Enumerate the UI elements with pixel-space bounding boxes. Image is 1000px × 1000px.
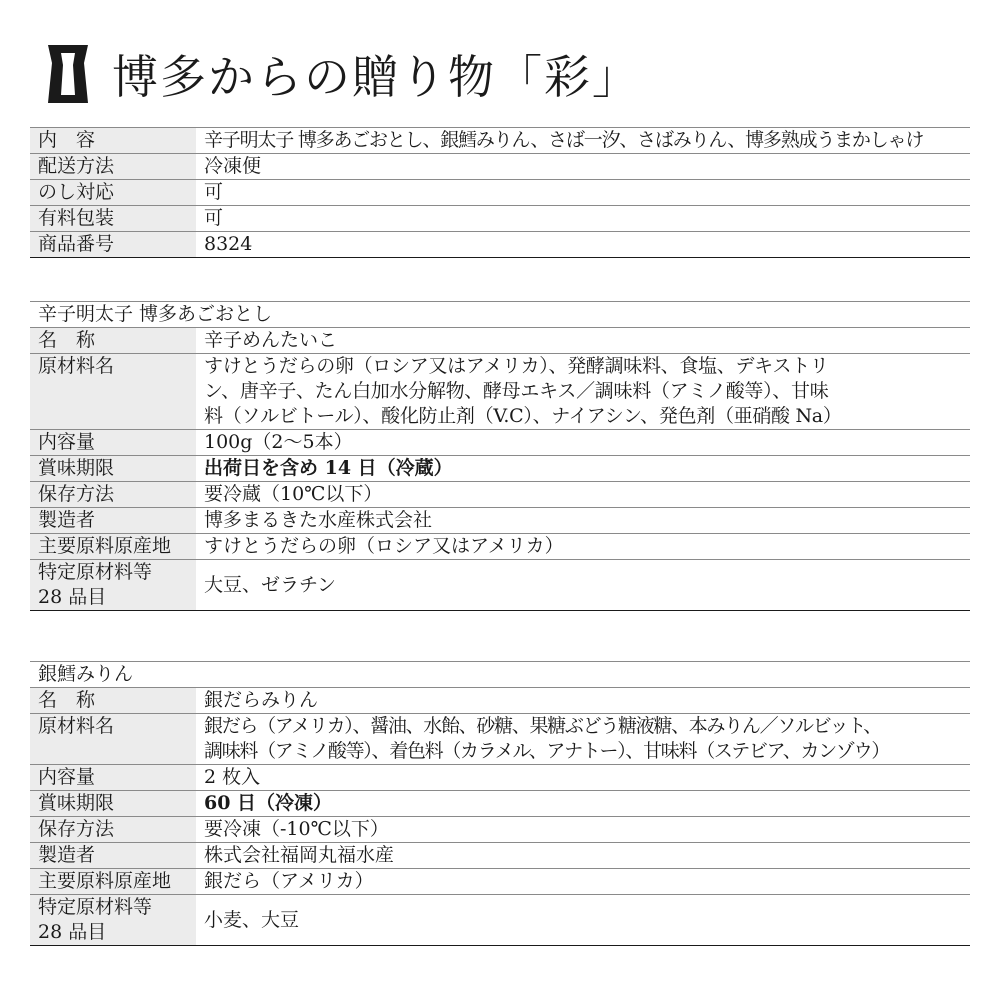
row-label: 主要原料原産地 [30, 869, 196, 895]
table-row [30, 791, 970, 817]
ingredients [196, 354, 970, 430]
table-row [30, 430, 970, 456]
row-label: 名 称 [30, 688, 196, 714]
logo-icon [46, 43, 90, 105]
row-label: 配送方法 [30, 154, 196, 180]
table-row [30, 328, 970, 354]
table-row [30, 482, 970, 508]
table-row [30, 456, 970, 482]
mentaiko-table [30, 301, 970, 611]
row-label: 内容量 [30, 765, 196, 791]
row-label: 内 容 [30, 128, 196, 154]
allergens: 大豆、ゼラチン [196, 560, 970, 611]
section-header-row [30, 662, 970, 688]
row-label: 賞味期限 [30, 456, 196, 482]
allergen-label: 特定原材料等 [38, 561, 153, 583]
row-label: 製造者 [30, 508, 196, 534]
table-row [30, 180, 970, 206]
table-row [30, 232, 970, 258]
section-title: 辛子明太子 博多あごおとし [30, 302, 970, 328]
ingredients-line: 調味料（アミノ酸等）、着色料（カラメル、アナトー）、甘味料（ステビア、カンゾウ） [204, 740, 890, 762]
table-row [30, 895, 970, 946]
row-value: 冷凍便 [196, 154, 970, 180]
ingredients-line: ン、唐辛子、たん白加水分解物、酵母エキス／調味料（アミノ酸等）、甘味 [204, 380, 829, 402]
allergen-label-count: 28 品目 [38, 586, 107, 608]
ingredients-line: 銀だら（アメリカ）、醤油、水飴、砂糖、果糖ぶどう糖液糖、本みりん／ソルビット、 [204, 715, 882, 737]
row-label: 主要原料原産地 [30, 534, 196, 560]
row-value: 可 [196, 206, 970, 232]
storage-method: 要冷凍（-10℃以下） [196, 817, 970, 843]
section-header-row [30, 302, 970, 328]
gindara-table [30, 661, 970, 946]
row-label: 原材料名 [30, 714, 196, 765]
manufacturer: 株式会社福岡丸福水産 [196, 843, 970, 869]
ingredients-line: 料（ソルビトール）、酸化防止剤（V.C）、ナイアシン、発色剤（亜硝酸 Na） [204, 405, 842, 427]
product-name: 銀だらみりん [196, 688, 970, 714]
table-row [30, 714, 970, 765]
row-value: 可 [196, 180, 970, 206]
row-label: 原材料名 [30, 354, 196, 430]
page-title: 博多からの贈り物「彩」 [112, 50, 640, 104]
row-label [30, 895, 196, 946]
table-row [30, 688, 970, 714]
table-row [30, 508, 970, 534]
manufacturer: 博多まるきた水産株式会社 [196, 508, 970, 534]
allergens: 小麦、大豆 [196, 895, 970, 946]
table-row [30, 154, 970, 180]
table-row [30, 206, 970, 232]
row-value: 辛子明太子 博多あごおとし、銀鱈みりん、さば一汐、さばみりん、博多熟成うまかしゃけ [196, 128, 970, 154]
row-label: のし対応 [30, 180, 196, 206]
allergen-label-count: 28 品目 [38, 921, 107, 943]
content-amount: 100g（2〜5本） [196, 430, 970, 456]
table-row [30, 817, 970, 843]
origin: すけとうだらの卵（ロシア又はアメリカ） [196, 534, 970, 560]
allergen-label: 特定原材料等 [38, 896, 153, 918]
table-row [30, 765, 970, 791]
row-label: 保存方法 [30, 817, 196, 843]
table-row [30, 354, 970, 430]
row-label: 製造者 [30, 843, 196, 869]
row-label: 商品番号 [30, 232, 196, 258]
row-label [30, 560, 196, 611]
section-title: 銀鱈みりん [30, 662, 970, 688]
table-row [30, 534, 970, 560]
origin: 銀だら（アメリカ） [196, 869, 970, 895]
content-amount: 2 枚入 [196, 765, 970, 791]
row-label: 名 称 [30, 328, 196, 354]
row-label: 賞味期限 [30, 791, 196, 817]
row-value: 8324 [196, 232, 970, 258]
table-row [30, 128, 970, 154]
product-info-table [30, 127, 970, 258]
table-row [30, 869, 970, 895]
row-label: 保存方法 [30, 482, 196, 508]
row-label: 有料包装 [30, 206, 196, 232]
table-row [30, 843, 970, 869]
storage-method: 要冷蔵（10℃以下） [196, 482, 970, 508]
table-row [30, 560, 970, 611]
page-header [46, 34, 640, 114]
best-before: 60 日（冷凍） [196, 791, 970, 817]
product-name: 辛子めんたいこ [196, 328, 970, 354]
best-before: 出荷日を含め 14 日（冷蔵） [196, 456, 970, 482]
ingredients [196, 714, 970, 765]
ingredients-line: すけとうだらの卵（ロシア又はアメリカ）、発酵調味料、食塩、デキストリ [204, 355, 829, 377]
row-label: 内容量 [30, 430, 196, 456]
